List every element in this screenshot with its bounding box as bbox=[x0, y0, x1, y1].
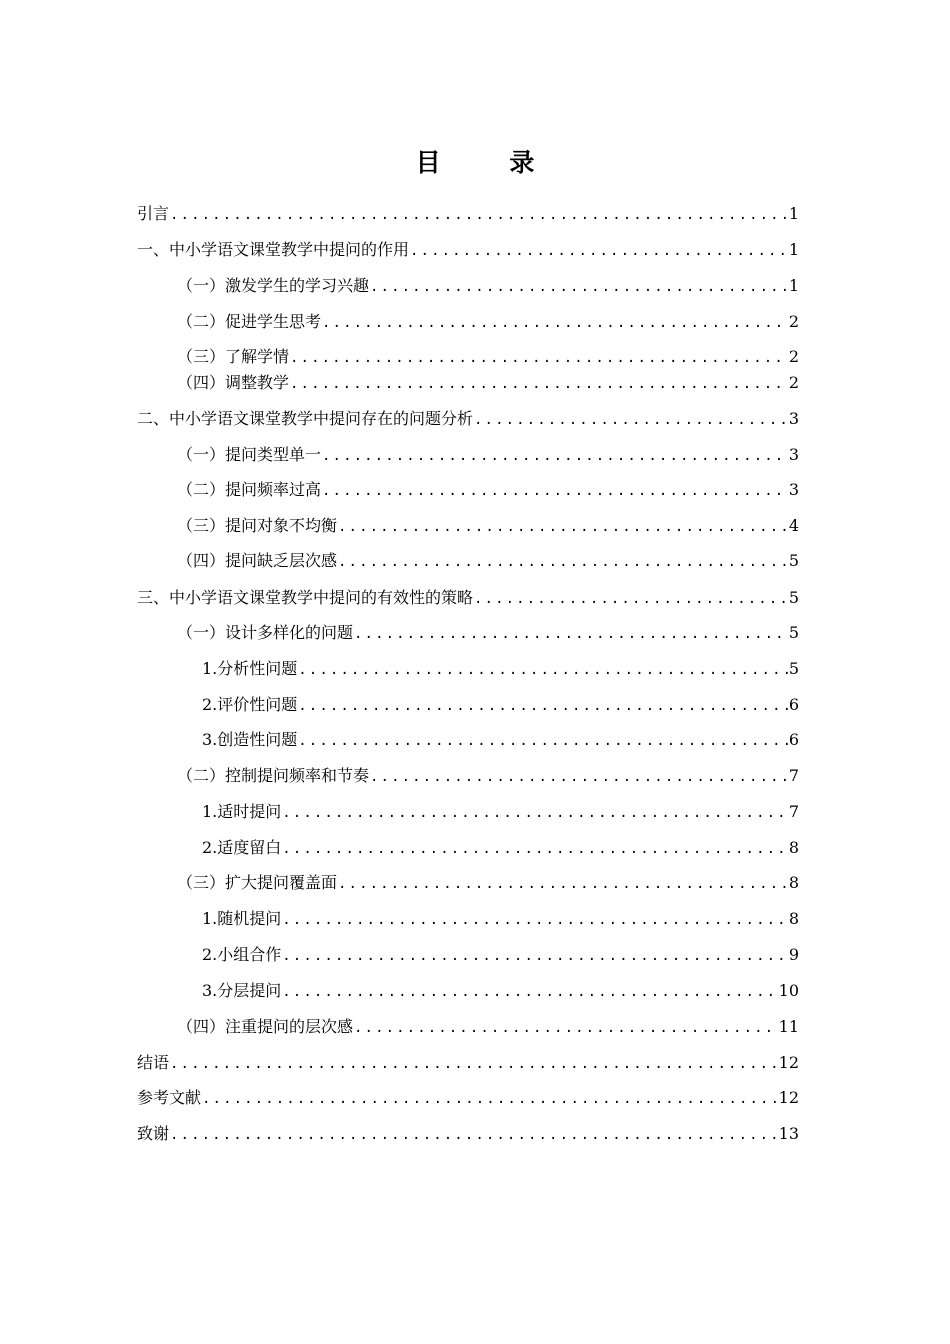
toc-entry-label: 3.分层提问 bbox=[202, 981, 282, 1000]
toc-entry-page-number: 2 bbox=[788, 312, 799, 331]
toc-dot-leader bbox=[170, 204, 788, 226]
toc-entry-label: （四）调整教学 bbox=[177, 373, 290, 392]
toc-dot-leader bbox=[474, 588, 788, 610]
toc-entry[interactable] bbox=[177, 515, 799, 538]
toc-entry[interactable] bbox=[177, 372, 799, 395]
toc-entry[interactable] bbox=[137, 408, 799, 431]
toc-dot-leader bbox=[282, 838, 788, 860]
toc-entry[interactable] bbox=[177, 444, 799, 467]
toc-entry-page-number: 13 bbox=[778, 1124, 799, 1143]
toc-entry-label: （二）促进学生思考 bbox=[177, 312, 322, 331]
toc-dot-leader bbox=[354, 1017, 778, 1039]
toc-entry[interactable] bbox=[202, 908, 799, 931]
toc-entry[interactable] bbox=[177, 765, 799, 788]
toc-entry-page-number: 3 bbox=[788, 409, 799, 428]
toc-entry[interactable] bbox=[202, 944, 799, 967]
toc-entry-label: 二、中小学语文课堂教学中提问存在的问题分析 bbox=[137, 409, 474, 428]
toc-entry-page-number: 2 bbox=[788, 347, 799, 366]
toc-entry-page-number: 12 bbox=[778, 1088, 799, 1107]
toc-entry-page-number: 2 bbox=[788, 373, 799, 392]
toc-entry-page-number: 4 bbox=[788, 516, 799, 535]
toc-entry-page-number: 6 bbox=[788, 730, 799, 749]
toc-entry-page-number: 5 bbox=[788, 588, 799, 607]
toc-dot-leader bbox=[474, 409, 788, 431]
toc-entry-label: 1.分析性问题 bbox=[202, 659, 298, 678]
toc-dot-leader bbox=[322, 480, 788, 502]
toc-dot-leader bbox=[290, 373, 788, 395]
toc-entry-page-number: 1 bbox=[788, 276, 799, 295]
toc-dot-leader bbox=[298, 695, 788, 717]
toc-dot-leader bbox=[290, 347, 788, 369]
toc-entry-page-number: 5 bbox=[788, 623, 799, 642]
toc-entry-label: （一）激发学生的学习兴趣 bbox=[177, 276, 370, 295]
toc-dot-leader bbox=[354, 623, 788, 645]
toc-entry-label: 致谢 bbox=[137, 1124, 170, 1143]
toc-entry-page-number: 7 bbox=[788, 766, 799, 785]
toc-entry-page-number: 8 bbox=[788, 909, 799, 928]
toc-entry[interactable] bbox=[202, 837, 799, 860]
toc-entry[interactable] bbox=[202, 801, 799, 824]
toc-entry[interactable] bbox=[137, 1123, 799, 1146]
toc-entry[interactable] bbox=[202, 694, 799, 717]
toc-entry[interactable] bbox=[137, 203, 799, 226]
toc-dot-leader bbox=[282, 909, 788, 931]
toc-entry-label: 2.评价性问题 bbox=[202, 695, 298, 714]
toc-dot-leader bbox=[298, 730, 788, 752]
toc-entry-label: （三）了解学情 bbox=[177, 347, 290, 366]
toc-entry-label: 一、中小学语文课堂教学中提问的作用 bbox=[137, 240, 410, 259]
toc-entry[interactable] bbox=[137, 587, 799, 610]
toc-dot-leader bbox=[322, 312, 788, 334]
toc-entry[interactable] bbox=[137, 239, 799, 262]
toc-entry[interactable] bbox=[137, 1052, 799, 1075]
toc-dot-leader bbox=[202, 1088, 778, 1110]
toc-entry-label: （四）提问缺乏层次感 bbox=[177, 551, 338, 570]
toc-entry-page-number: 6 bbox=[788, 695, 799, 714]
toc-entry-page-number: 5 bbox=[788, 659, 799, 678]
toc-entry[interactable] bbox=[177, 550, 799, 573]
toc-entry[interactable] bbox=[202, 980, 799, 1003]
toc-entry-page-number: 11 bbox=[778, 1017, 799, 1036]
toc-dot-leader bbox=[282, 981, 777, 1003]
toc-entry-label: 1.适时提问 bbox=[202, 802, 282, 821]
toc-entry-label: （三）扩大提问覆盖面 bbox=[177, 873, 338, 892]
toc-dot-leader bbox=[410, 240, 788, 262]
toc-dot-leader bbox=[338, 551, 788, 573]
toc-entry-page-number: 3 bbox=[788, 480, 799, 499]
toc-entry[interactable] bbox=[177, 346, 799, 369]
toc-entry[interactable] bbox=[202, 729, 799, 752]
toc-dot-leader bbox=[370, 766, 788, 788]
toc-dot-leader bbox=[298, 659, 788, 681]
toc-dot-leader bbox=[170, 1053, 778, 1075]
toc-entry-label: 参考文献 bbox=[137, 1088, 202, 1107]
toc-entry[interactable] bbox=[137, 1087, 799, 1110]
toc-entry-page-number: 8 bbox=[788, 838, 799, 857]
toc-entry-page-number: 9 bbox=[788, 945, 799, 964]
toc-entry-page-number: 5 bbox=[788, 551, 799, 570]
toc-title: 目 录 bbox=[415, 148, 565, 177]
toc-entry-page-number: 1 bbox=[788, 204, 799, 223]
toc-entry[interactable] bbox=[177, 479, 799, 502]
toc-entry[interactable] bbox=[202, 658, 799, 681]
toc-dot-leader bbox=[322, 445, 788, 467]
toc-entry-label: （一）设计多样化的问题 bbox=[177, 623, 354, 642]
toc-dot-leader bbox=[282, 802, 788, 824]
toc-entry-label: 1.随机提问 bbox=[202, 909, 282, 928]
toc-entry-page-number: 1 bbox=[788, 240, 799, 259]
toc-entry-page-number: 8 bbox=[788, 873, 799, 892]
toc-entry-label: 结语 bbox=[137, 1053, 170, 1072]
toc-entry-label: （二）提问频率过高 bbox=[177, 480, 322, 499]
toc-entry[interactable] bbox=[177, 275, 799, 298]
toc-dot-leader bbox=[370, 276, 788, 298]
toc-entry-label: （二）控制提问频率和节奏 bbox=[177, 766, 370, 785]
toc-entry-label: （三）提问对象不均衡 bbox=[177, 516, 338, 535]
toc-entry-label: 引言 bbox=[137, 204, 170, 223]
toc-entry[interactable] bbox=[177, 872, 799, 895]
toc-entry-page-number: 7 bbox=[788, 802, 799, 821]
toc-dot-leader bbox=[282, 945, 788, 967]
toc-entry-label: 三、中小学语文课堂教学中提问的有效性的策略 bbox=[137, 588, 474, 607]
toc-entry-page-number: 12 bbox=[778, 1053, 799, 1072]
toc-entry-page-number: 10 bbox=[778, 981, 799, 1000]
toc-dot-leader bbox=[170, 1124, 778, 1146]
toc-entry[interactable] bbox=[177, 622, 799, 645]
toc-dot-leader bbox=[338, 873, 788, 895]
toc-entry[interactable] bbox=[177, 311, 799, 334]
toc-entry-label: （一）提问类型单一 bbox=[177, 445, 322, 464]
toc-entry-label: 2.小组合作 bbox=[202, 945, 282, 964]
toc-entry[interactable] bbox=[177, 1016, 799, 1039]
toc-entry-label: 2.适度留白 bbox=[202, 838, 282, 857]
toc-entry-label: 3.创造性问题 bbox=[202, 730, 298, 749]
toc-dot-leader bbox=[338, 516, 788, 538]
toc-entry-label: （四）注重提问的层次感 bbox=[177, 1017, 354, 1036]
toc-entry-page-number: 3 bbox=[788, 445, 799, 464]
